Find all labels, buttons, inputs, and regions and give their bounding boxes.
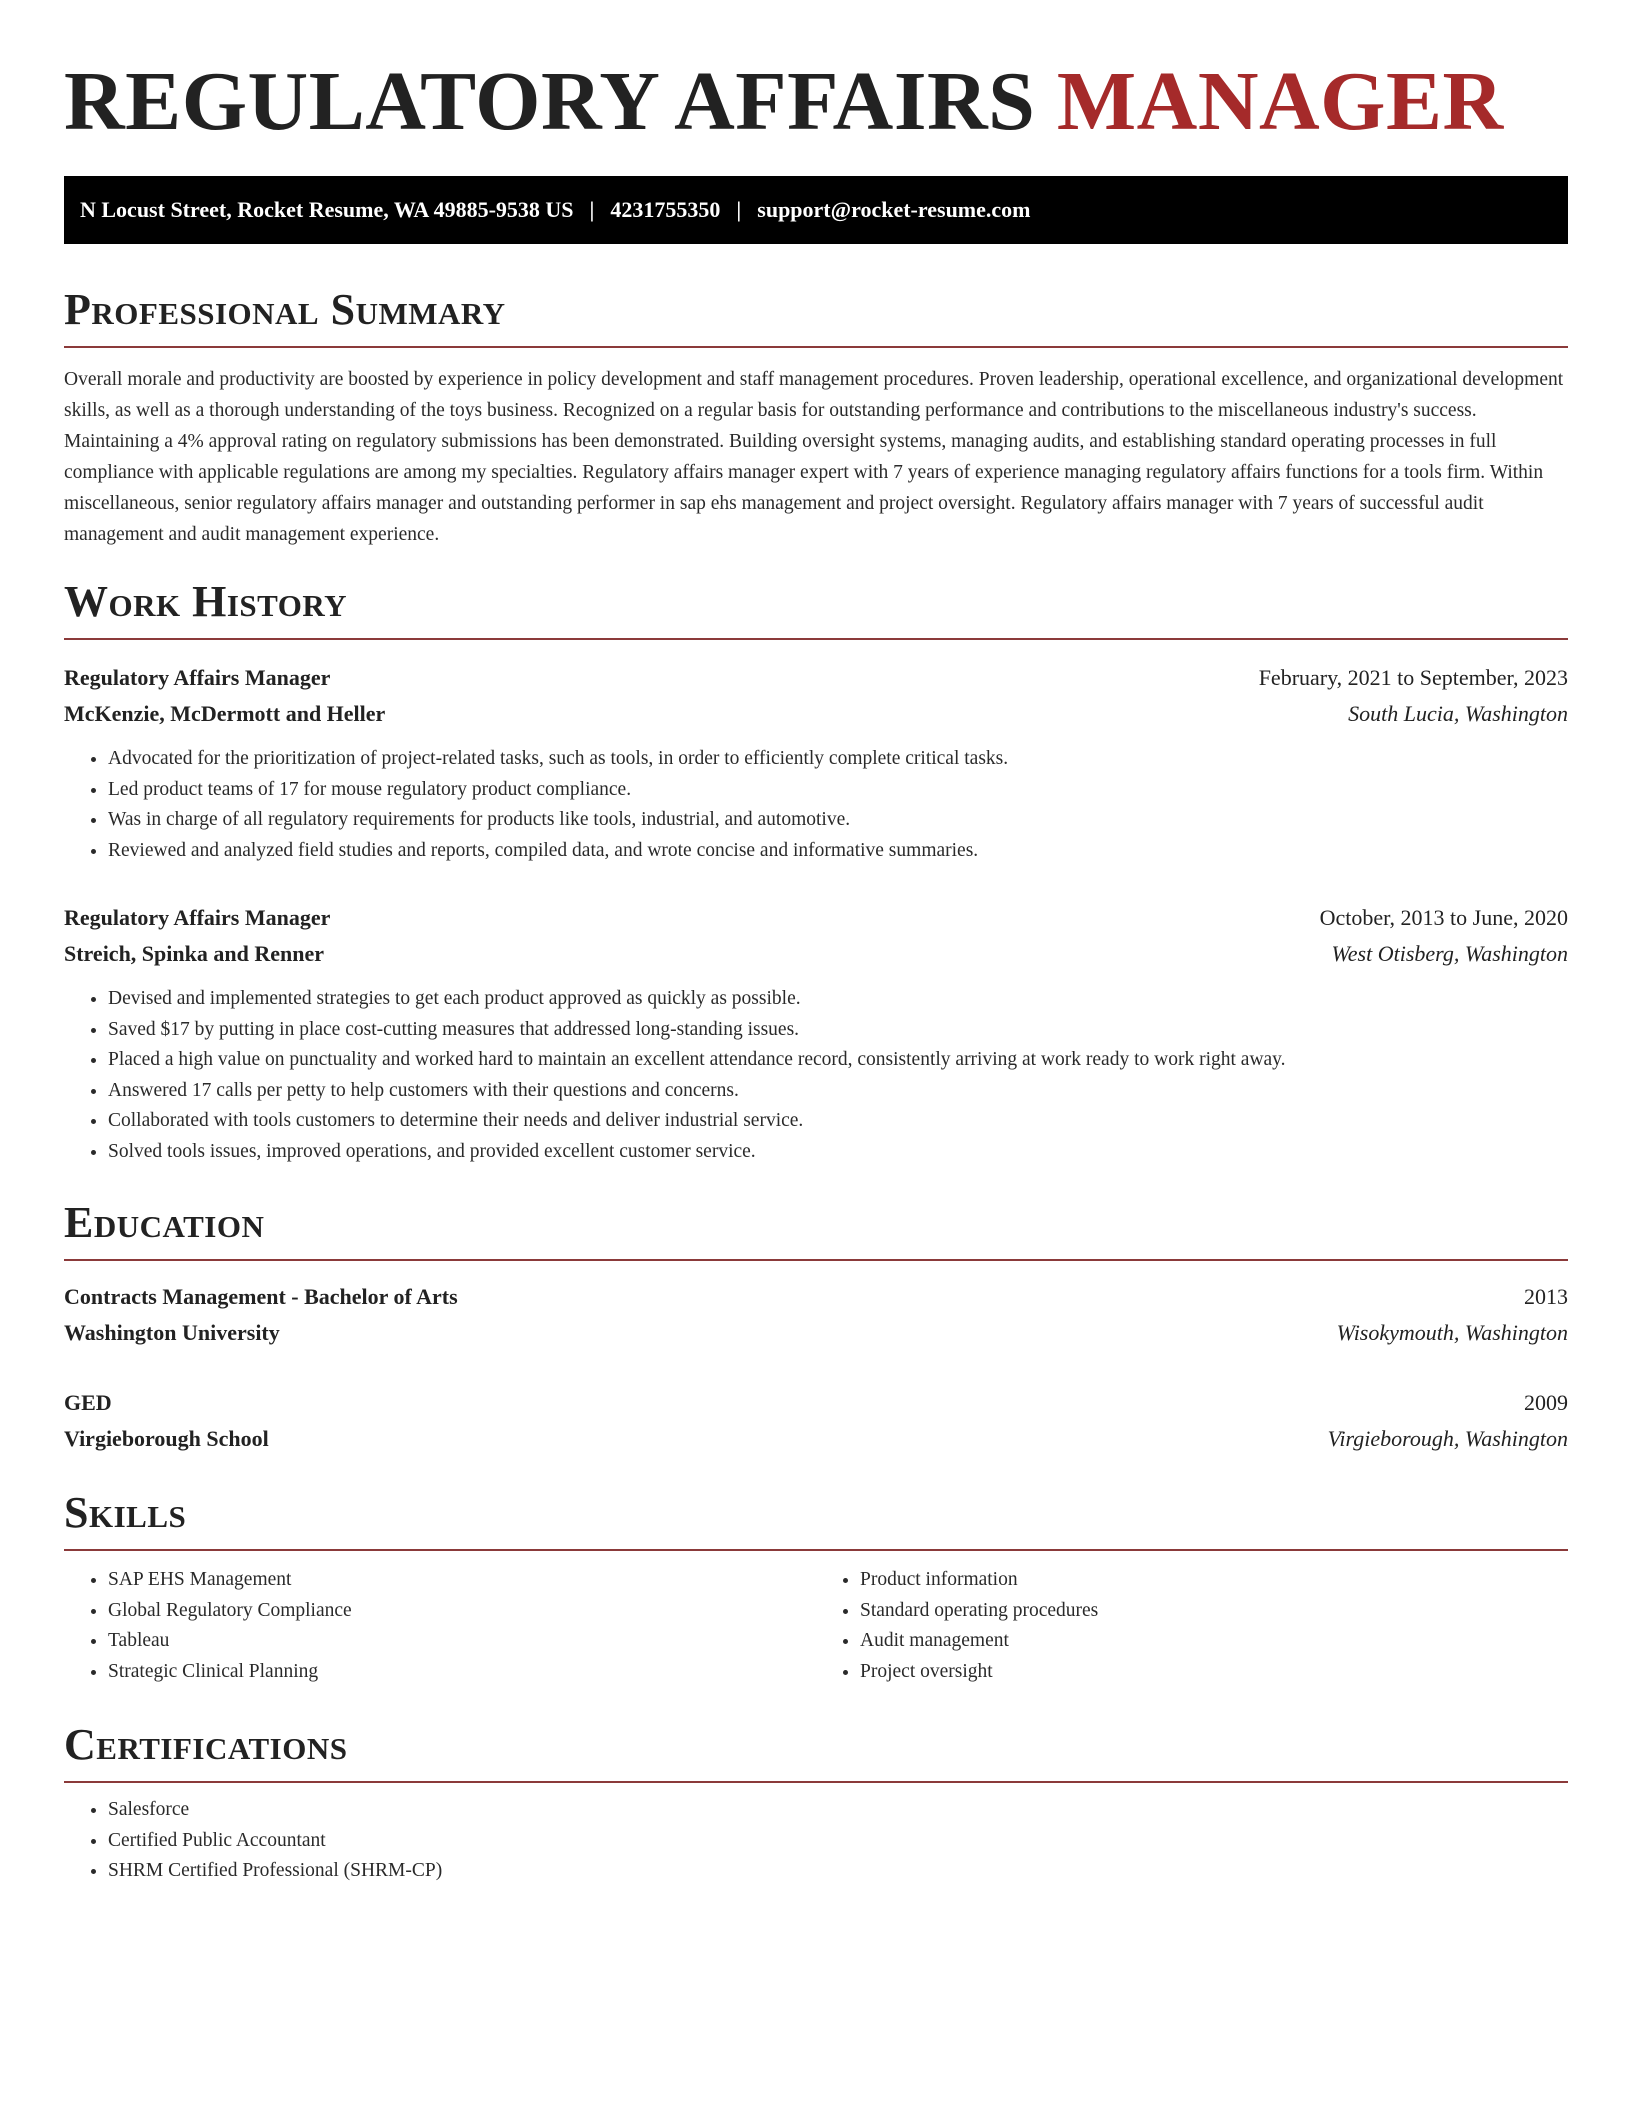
certification-item: • Salesforce [108, 1795, 1568, 1826]
job-dates: February, 2021 to September, 2023 [1258, 665, 1568, 690]
job-bullet: • Collaborated with tools customers to determine their needs and deliver industrial service. [108, 1106, 1568, 1137]
education-location: Wisokymouth, Washington [1336, 1320, 1568, 1345]
education-year: 2013 [1524, 1284, 1568, 1309]
job-dates: October, 2013 to June, 2020 [1319, 905, 1568, 930]
skill-item: • Tableau [108, 1626, 816, 1657]
contact-separator: | [736, 197, 742, 222]
resume-name-heading [64, 0, 1568, 152]
job-bullet: • Reviewed and analyzed field studies and reports, compiled data, and wrote concise and informative summaries. [108, 836, 1568, 867]
job-entry [64, 660, 1568, 866]
education-row [64, 1385, 1568, 1421]
contact-separator: | [589, 197, 595, 222]
section-title-summary: Professional Summary [64, 284, 1568, 348]
job-role: Regulatory Affairs Manager [64, 905, 331, 930]
job-role: Regulatory Affairs Manager [64, 665, 331, 690]
job-bullet: • Solved tools issues, improved operations, and provided excellent customer service. [108, 1137, 1568, 1168]
education-entry [64, 1279, 1568, 1351]
skills-column-left [64, 1565, 816, 1687]
job-row [64, 660, 1568, 696]
contact-bar [64, 176, 1568, 244]
education-year: 2009 [1524, 1390, 1568, 1415]
job-row [64, 936, 1568, 972]
certification-item: • SHRM Certified Professional (SHRM-CP) [108, 1856, 1568, 1887]
job-bullet-list [64, 984, 1568, 1167]
education-school: Virgieborough School [64, 1426, 269, 1451]
section-title-certifications: Certifications [64, 1719, 1568, 1783]
section-title-education: Education [64, 1197, 1568, 1261]
contact-email: support@rocket-resume.com [757, 197, 1031, 222]
education-entry [64, 1385, 1568, 1457]
contact-phone: 4231755350 [610, 197, 721, 222]
skills-column-right [816, 1565, 1568, 1687]
certification-list [64, 1795, 1568, 1887]
contact-address: N Locust Street, Rocket Resume, WA 49885-9538 US [80, 197, 574, 222]
education-degree: GED [64, 1390, 112, 1415]
skills-grid [64, 1565, 1568, 1687]
education-row [64, 1279, 1568, 1315]
job-bullet-list [64, 744, 1568, 866]
skill-item: • Product information [860, 1565, 1568, 1596]
job-bullet: • Saved $17 by putting in place cost-cutting measures that addressed long-standing issues. [108, 1015, 1568, 1046]
job-row [64, 900, 1568, 936]
job-location: South Lucia, Washington [1348, 701, 1568, 726]
job-bullet: • Advocated for the prioritization of project-related tasks, such as tools, in order to efficiently complete critical tasks. [108, 744, 1568, 775]
education-row [64, 1315, 1568, 1351]
summary-text: Overall morale and productivity are boosted by experience in policy development and staff management procedures. Proven leadership, operational excellence, and organizational development skills, as well as a thorough understanding of the toys business. Recognized on a regular basis for outstanding performance and contributions to the miscellaneous industry's success. Maintaining a 4% approval rating on regulatory submissions has been demonstrated. Building oversight systems, managing audits, and establishing standard operating processes in full compliance with applicable regulations are among my specialties. Regulatory affairs manager expert with 7 years of experience managing regulatory affairs functions for a tools firm. Within miscellaneous, senior regulatory affairs manager and outstanding performer in sap ehs management and project oversight. Regulatory affairs manager with 7 years of successful audit management and audit management experience. [64, 369, 1564, 545]
skill-item: • Global Regulatory Compliance [108, 1596, 816, 1627]
education-degree: Contracts Management - Bachelor of Arts [64, 1284, 458, 1309]
job-bullet: • Was in charge of all regulatory requirements for products like tools, industrial, and automotive. [108, 805, 1568, 836]
certification-item: • Certified Public Accountant [108, 1826, 1568, 1857]
skill-item: • Strategic Clinical Planning [108, 1657, 816, 1688]
job-bullet: • Devised and implemented strategies to get each product approved as quickly as possible. [108, 984, 1568, 1015]
job-bullet: • Led product teams of 17 for mouse regulatory product compliance. [108, 775, 1568, 806]
section-title-skills: Skills [64, 1487, 1568, 1551]
name-main: REGULATORY AFFAIRS [64, 55, 1036, 148]
section-title-work-history: Work History [64, 576, 1568, 640]
skill-item: • Project oversight [860, 1657, 1568, 1688]
job-bullet: • Answered 17 calls per petty to help customers with their questions and concerns. [108, 1076, 1568, 1107]
job-row [64, 696, 1568, 732]
job-company: McKenzie, McDermott and Heller [64, 701, 386, 726]
resume-page [64, 0, 1568, 1887]
job-entry [64, 900, 1568, 1167]
name-accent: MANAGER [1056, 55, 1504, 148]
skill-item: • Audit management [860, 1626, 1568, 1657]
education-location: Virgieborough, Washington [1327, 1426, 1568, 1451]
education-school: Washington University [64, 1320, 280, 1345]
skill-item: • Standard operating procedures [860, 1596, 1568, 1627]
job-bullet: • Placed a high value on punctuality and worked hard to maintain an excellent attendance record, consistently arriving at work ready to work right away. [108, 1045, 1568, 1076]
education-row [64, 1421, 1568, 1457]
job-company: Streich, Spinka and Renner [64, 941, 324, 966]
skill-item: • SAP EHS Management [108, 1565, 816, 1596]
job-location: West Otisberg, Washington [1331, 941, 1568, 966]
